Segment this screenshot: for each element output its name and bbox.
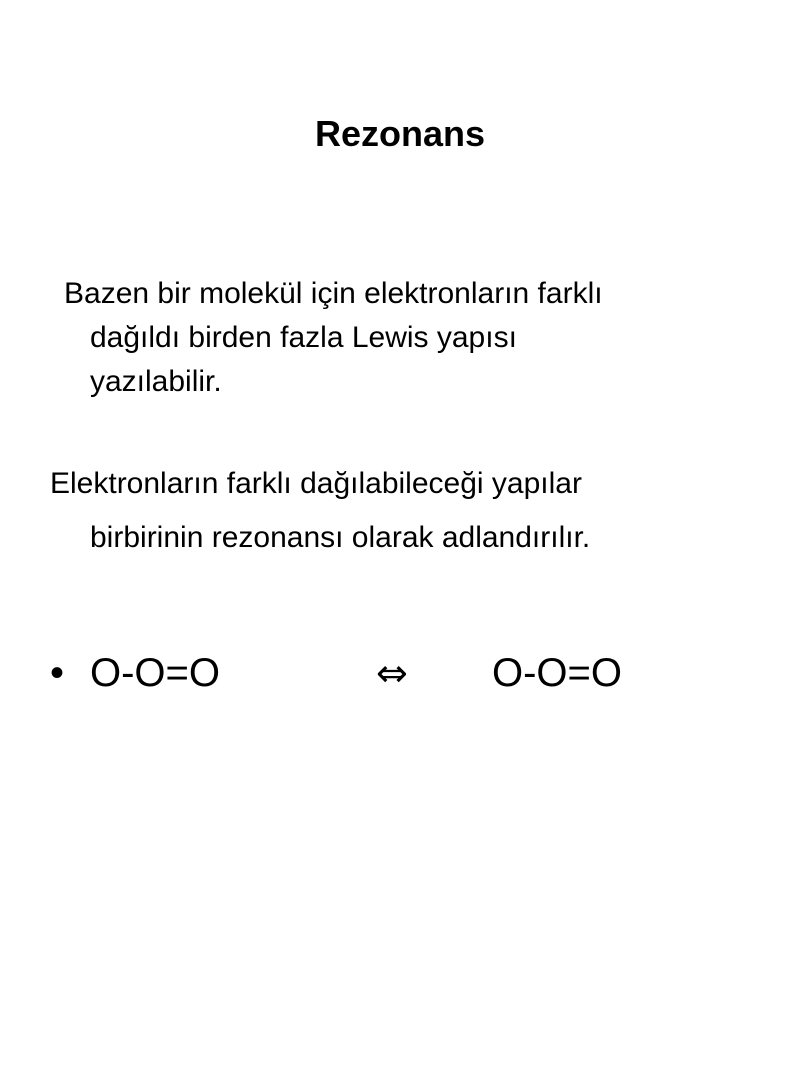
paragraph-line: Elektronların farklı dağılabileceği yapılar [50,467,582,500]
right-formula: O-O=O [492,651,623,695]
bullet-marker: • [50,651,65,695]
double-arrow-icon: ⇔ [376,651,408,695]
left-formula: O-O=O [90,651,221,695]
slide-title: Rezonans [314,113,486,154]
paragraph-line: birbirinin rezonansı olarak adlandırılır. [90,521,591,554]
resonance-bullet [50,648,770,698]
paragraph-line: dağıldı birden fazla Lewis yapısı [90,321,517,354]
paragraph-line: Bazen bir molekül için elektronların farklı [64,277,603,310]
paragraph-resonance-definition [50,462,770,560]
paragraph-lewis-structures [64,272,744,404]
paragraph-line: yazılabilir. [90,365,222,398]
